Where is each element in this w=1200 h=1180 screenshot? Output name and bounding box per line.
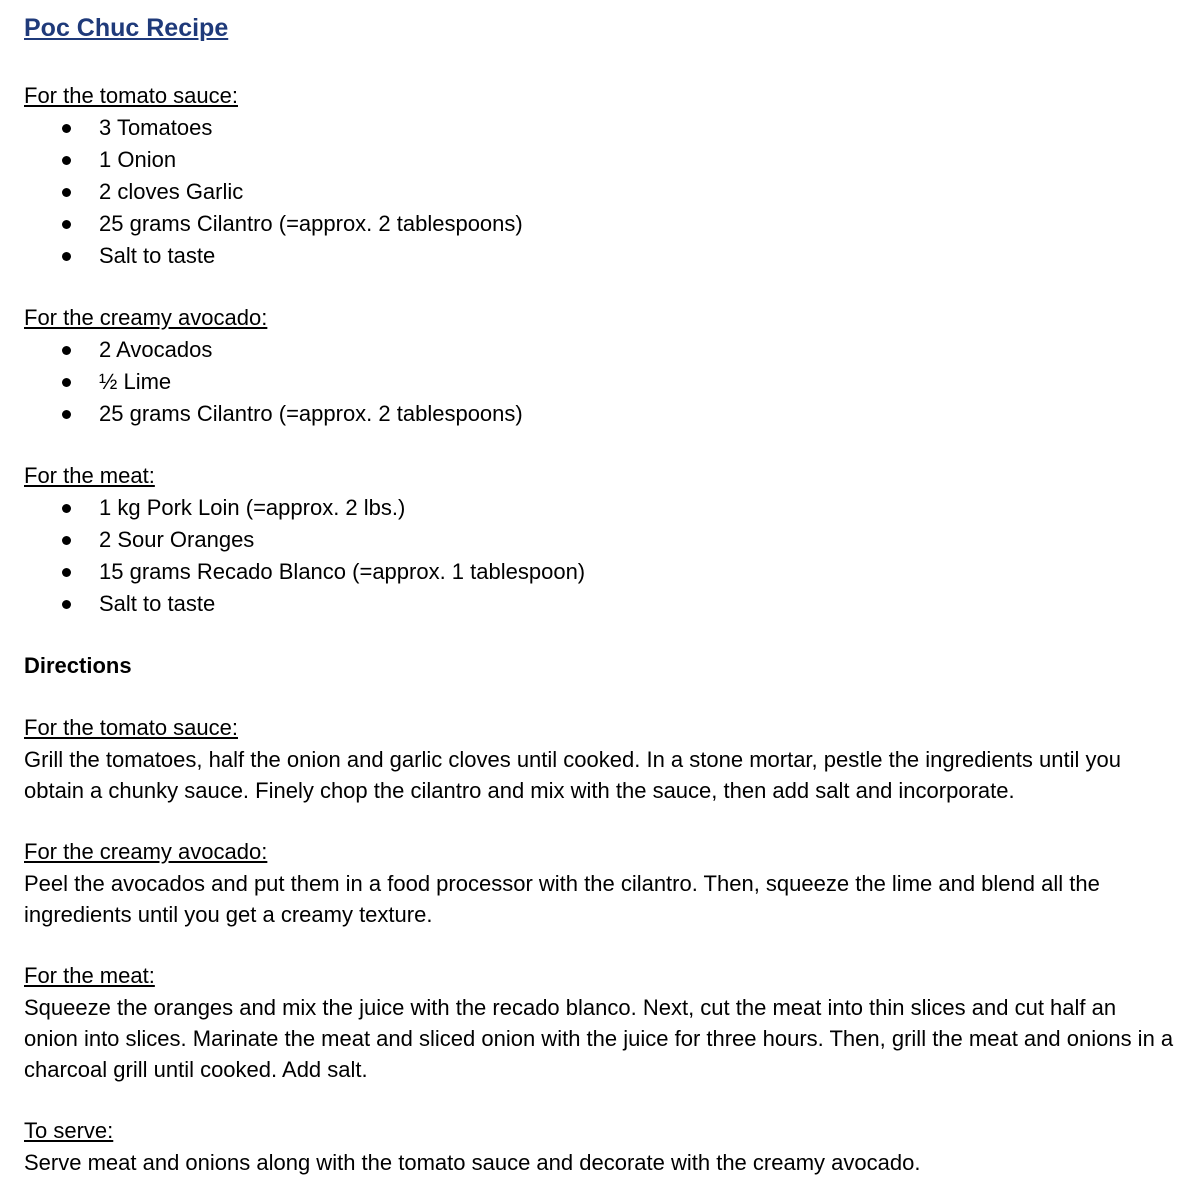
ingredients-meat	[24, 460, 1176, 620]
bullet-icon	[62, 220, 71, 229]
ingredient-list	[24, 112, 1176, 272]
ingredient-text: ½ Lime	[99, 369, 172, 394]
ingredient-text: 25 grams Cilantro (=approx. 2 tablespoons)	[99, 211, 523, 236]
ingredient-text: 2 Avocados	[99, 337, 213, 362]
direction-text: Squeeze the oranges and mix the juice with the recado blanco. Next, cut the meat into thin slices and cut half an onion into slices. Marinate the meat and sliced onion with the juice for three hours. Then, grill the meat and onions in a charcoal grill until cooked. Add salt.	[24, 995, 1174, 1082]
page-title: Poc Chuc Recipe	[24, 14, 229, 42]
ingredient-list	[24, 492, 1176, 620]
list-item	[24, 524, 1176, 556]
ingredient-text: 3 Tomatoes	[99, 115, 213, 140]
list-item	[24, 492, 1176, 524]
section-heading: For the meat:	[24, 963, 155, 988]
directions-meat	[24, 960, 1176, 1085]
ingredient-text: 2 Sour Oranges	[99, 527, 255, 552]
bullet-icon	[62, 568, 71, 577]
spacer	[24, 930, 1176, 960]
ingredient-text: Salt to taste	[99, 591, 216, 616]
spacer	[24, 620, 1176, 650]
list-item	[24, 556, 1176, 588]
list-item	[24, 240, 1176, 272]
list-item	[24, 112, 1176, 144]
directions-tomato-sauce	[24, 712, 1176, 806]
section-heading: For the creamy avocado:	[24, 839, 268, 864]
bullet-icon	[62, 504, 71, 513]
ingredient-list	[24, 334, 1176, 430]
ingredient-text: Salt to taste	[99, 243, 216, 268]
spacer	[24, 50, 1176, 80]
ingredients-creamy-avocado	[24, 302, 1176, 430]
list-item	[24, 334, 1176, 366]
section-heading: For the tomato sauce:	[24, 715, 238, 740]
ingredient-text: 25 grams Cilantro (=approx. 2 tablespoons)	[99, 401, 523, 426]
spacer	[24, 430, 1176, 460]
directions-to-serve	[24, 1115, 1176, 1178]
ingredient-text: 1 Onion	[99, 147, 177, 172]
spacer	[24, 682, 1176, 712]
bullet-icon	[62, 252, 71, 261]
ingredient-text: 15 grams Recado Blanco (=approx. 1 tablespoon)	[99, 559, 586, 584]
bullet-icon	[62, 600, 71, 609]
directions-heading: Directions	[24, 653, 132, 678]
bullet-icon	[62, 346, 71, 355]
list-item	[24, 208, 1176, 240]
bullet-icon	[62, 124, 71, 133]
ingredients-tomato-sauce	[24, 80, 1176, 272]
list-item	[24, 588, 1176, 620]
spacer	[24, 272, 1176, 302]
list-item	[24, 176, 1176, 208]
section-heading: To serve:	[24, 1118, 114, 1143]
direction-text: Peel the avocados and put them in a food processor with the cilantro. Then, squeeze the lime and blend all the ingredients until you get a creamy texture.	[24, 871, 1100, 927]
list-item	[24, 398, 1176, 430]
spacer	[24, 1085, 1176, 1115]
section-heading: For the meat:	[24, 463, 155, 488]
direction-text: Grill the tomatoes, half the onion and garlic cloves until cooked. In a stone mortar, pestle the ingredients until you obtain a chunky sauce. Finely chop the cilantro and mix with the sauce, then add salt and incorporate.	[24, 747, 1121, 803]
direction-text: Serve meat and onions along with the tomato sauce and decorate with the creamy avocado.	[24, 1150, 921, 1175]
list-item	[24, 144, 1176, 176]
bullet-icon	[62, 156, 71, 165]
bullet-icon	[62, 378, 71, 387]
section-heading: For the tomato sauce:	[24, 83, 238, 108]
list-item	[24, 366, 1176, 398]
bullet-icon	[62, 536, 71, 545]
ingredient-text: 2 cloves Garlic	[99, 179, 244, 204]
bullet-icon	[62, 410, 71, 419]
spacer	[24, 806, 1176, 836]
bullet-icon	[62, 188, 71, 197]
section-heading: For the creamy avocado:	[24, 305, 268, 330]
directions-creamy-avocado	[24, 836, 1176, 930]
ingredient-text: 1 kg Pork Loin (=approx. 2 lbs.)	[99, 495, 406, 520]
